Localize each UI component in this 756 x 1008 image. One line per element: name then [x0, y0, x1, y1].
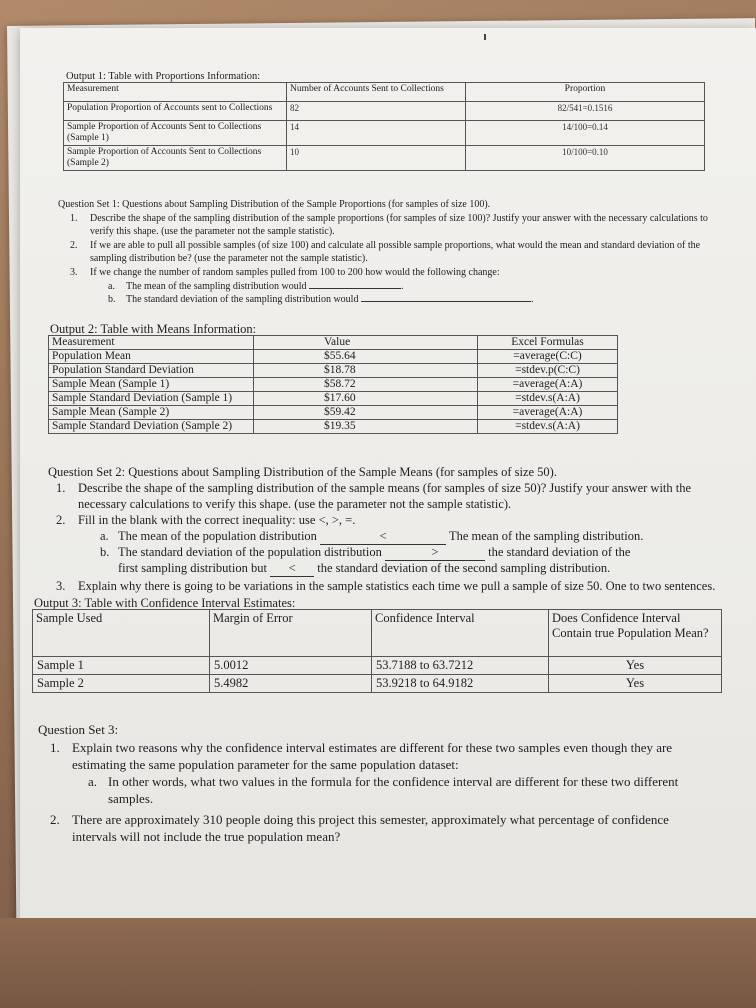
row-value: $58.72	[254, 378, 478, 392]
row-value: $55.64	[254, 350, 478, 364]
qset1-title: Question Set 1: Questions about Sampling Distribution of the Sample Proportions (for samples of size 100).	[58, 199, 491, 210]
row-proportion: 10/100=0.10	[466, 146, 705, 171]
blank-line	[309, 288, 401, 289]
qset2-q1: Describe the shape of the sampling distribution of the sample means (for samples of size 50)? Justify your answer with the necessary calculations to verify this shape. (use the parameter not the sample statistic).	[78, 481, 692, 511]
qset2-title: Question Set 2: Questions about Sampling Distribution of the Sample Means (for samples of size 50).	[48, 465, 557, 479]
qset1-q3b-text: The standard deviation of the sampling distribution would	[126, 294, 359, 305]
row-label: Population Proportion of Accounts sent to Collections	[64, 102, 287, 121]
table-row	[49, 364, 618, 378]
qset1-q2: If we are able to pull all possible samples (of size 100) and calculate all possible sample proportions, what would the mean and standard deviation of the sampling distribution be? (use the parameter not the sample statistic).	[90, 240, 701, 264]
row-label: Population Mean	[49, 350, 254, 364]
qset3-q1: Explain two reasons why the confidence interval estimates are different for these two samples even though they are estimating the same population parameter for the same population dataset:	[72, 740, 673, 772]
q-letter: a.	[88, 774, 98, 789]
qset2-q2a	[118, 528, 738, 545]
q-number: 3.	[56, 579, 66, 593]
q-number: 1.	[56, 481, 66, 495]
output2-caption: Output 2: Table with Means Information:	[50, 322, 257, 336]
q-number: 2.	[56, 513, 66, 527]
row-formula: =stdev.p(C:C)	[478, 364, 618, 378]
qset1-q1: Describe the shape of the sampling distribution of the sample proportions (for samples of size 100)? Justify your answer with the necessary calculations to verify this shape. (use the parameter not the sample statistic).	[90, 213, 708, 237]
table-row	[64, 121, 705, 146]
table-header-row	[64, 83, 705, 102]
q2b-answer-2: <	[270, 560, 314, 577]
worksheet-page	[20, 28, 756, 988]
row-moe: 5.0012	[210, 657, 372, 675]
row-sample: Sample 1	[33, 657, 210, 675]
row-count: 14	[287, 121, 466, 146]
header-proportion: Proportion	[466, 83, 705, 102]
row-value: $17.60	[254, 392, 478, 406]
qset1-q3: If we change the number of random samples pulled from 100 to 200 how would the following change:	[90, 267, 500, 278]
qset1-q3a-text: The mean of the sampling distribution would	[126, 281, 307, 292]
row-label: Sample Standard Deviation (Sample 2)	[49, 420, 254, 434]
row-moe: 5.4982	[210, 675, 372, 693]
q-number: 1.	[50, 740, 60, 755]
q-letter: a.	[108, 281, 115, 292]
table-row	[33, 657, 722, 675]
q2a-left-text: The mean of the population distribution	[118, 529, 317, 543]
row-ci: 53.9218 to 64.9182	[372, 675, 549, 693]
pen-mark	[484, 34, 486, 40]
qset2-q2: Fill in the blank with the correct inequality: use <, >, =.	[78, 513, 356, 527]
q2b-line2-left: first sampling distribution but	[118, 561, 267, 575]
header-sample: Sample Used	[33, 610, 210, 657]
row-label: Sample Proportion of Accounts Sent to Collections (Sample 2)	[64, 146, 287, 171]
row-contains: Yes	[549, 657, 722, 675]
row-ci: 53.7188 to 63.7212	[372, 657, 549, 675]
row-count: 10	[287, 146, 466, 171]
qset3-q1a: In other words, what two values in the formula for the confidence interval are different for these two different samples.	[108, 774, 679, 806]
row-label: Sample Mean (Sample 1)	[49, 378, 254, 392]
header-contains: Does Confidence Interval Contain true Population Mean?	[549, 610, 722, 657]
table-surface	[0, 918, 756, 1008]
row-label: Sample Proportion of Accounts Sent to Collections (Sample 1)	[64, 121, 287, 146]
row-proportion: 14/100=0.14	[466, 121, 705, 146]
table-row	[49, 392, 618, 406]
proportions-table	[63, 82, 705, 171]
header-value: Value	[254, 336, 478, 350]
row-formula: =average(A:A)	[478, 378, 618, 392]
qset3-title: Question Set 3:	[38, 722, 119, 737]
header-ci: Confidence Interval	[372, 610, 549, 657]
qset1-q3b: The standard deviation of the sampling distribution would .	[126, 294, 534, 305]
header-moe: Margin of Error	[210, 610, 372, 657]
table-header-row	[33, 610, 722, 657]
row-formula: =stdev.s(A:A)	[478, 420, 618, 434]
table-row	[49, 350, 618, 364]
table-header-row	[49, 336, 618, 350]
row-contains: Yes	[549, 675, 722, 693]
means-table	[48, 335, 618, 434]
row-proportion: 82/541=0.1516	[466, 102, 705, 121]
row-count: 82	[287, 102, 466, 121]
q-number: 1.	[70, 213, 78, 224]
q2a-answer: <	[320, 528, 446, 545]
row-formula: =stdev.s(A:A)	[478, 392, 618, 406]
row-label: Sample Standard Deviation (Sample 1)	[49, 392, 254, 406]
q-letter: b.	[108, 294, 116, 305]
row-formula: =average(C:C)	[478, 350, 618, 364]
qset3-q2: There are approximately 310 people doing this project this semester, approximately what percentage of confidence intervals will not include the true population mean?	[72, 812, 669, 844]
row-label: Population Standard Deviation	[49, 364, 254, 378]
confidence-interval-table	[32, 609, 722, 693]
table-row	[64, 102, 705, 121]
output1-caption: Output 1: Table with Proportions Information:	[66, 71, 261, 82]
row-value: $59.42	[254, 406, 478, 420]
q2b-answer: >	[385, 544, 485, 561]
blank-line	[361, 301, 531, 302]
table-row	[64, 146, 705, 171]
row-value: $18.78	[254, 364, 478, 378]
q2b-right-text: the standard deviation of the	[488, 545, 631, 559]
header-accounts: Number of Accounts Sent to Collections	[287, 83, 466, 102]
table-row	[49, 378, 618, 392]
row-value: $19.35	[254, 420, 478, 434]
qset2-q2b	[118, 544, 738, 561]
q2b-left-text: The standard deviation of the population distribution	[118, 545, 382, 559]
q-number: 2.	[50, 812, 60, 827]
table-row	[49, 406, 618, 420]
header-formulas: Excel Formulas	[478, 336, 618, 350]
q-letter: a.	[100, 529, 109, 543]
qset1-q3a: The mean of the sampling distribution would .	[126, 281, 404, 292]
row-label: Sample Mean (Sample 2)	[49, 406, 254, 420]
qset2-q3: Explain why there is going to be variations in the sample statistics each time we pull a sample of size 50. One to two sentences.	[78, 579, 716, 593]
output3-caption: Output 3: Table with Confidence Interval Estimates:	[34, 596, 296, 610]
qset2-q2b-line2	[118, 560, 738, 577]
q2b-line2-right: the standard deviation of the second sampling distribution.	[317, 561, 611, 575]
table-row	[33, 675, 722, 693]
table-row	[49, 420, 618, 434]
q-number: 2.	[70, 240, 78, 251]
q2a-right-text: The mean of the sampling distribution.	[448, 529, 644, 543]
q-letter: b.	[100, 545, 110, 559]
header-measurement: Measurement	[49, 336, 254, 350]
row-formula: =average(A:A)	[478, 406, 618, 420]
q-number: 3.	[70, 267, 78, 278]
header-measurement: Measurement	[64, 83, 287, 102]
row-sample: Sample 2	[33, 675, 210, 693]
